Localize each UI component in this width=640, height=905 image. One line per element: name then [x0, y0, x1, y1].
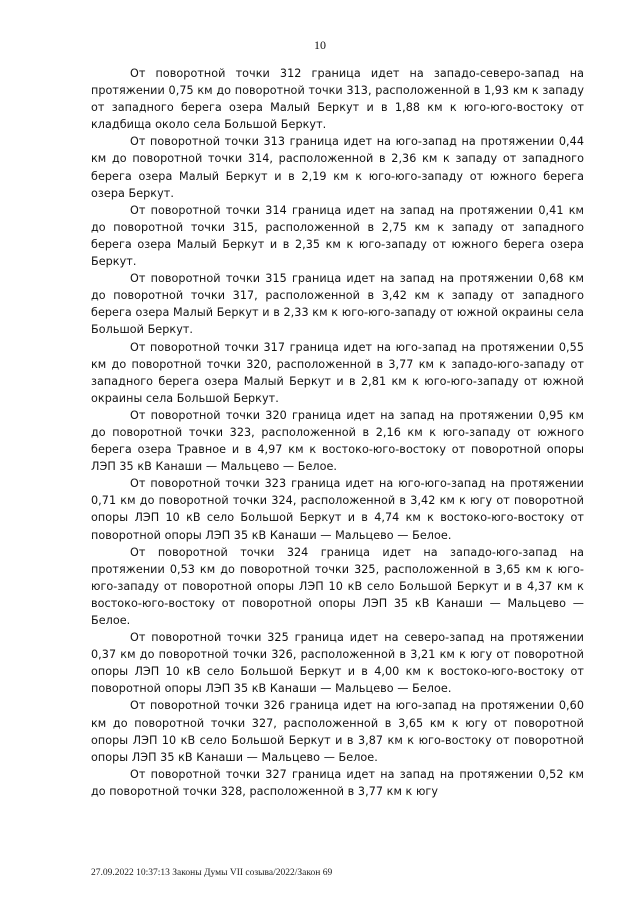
paragraph-10: От поворотной точки 326 граница идет на юго-запад на протяжении 0,60 км до поворотной точки 327, расположенной в 3,65 км к югу от поворотной опоры ЛЭП 10 кВ село Большой Беркут и в 3,87 км к юго-востоку от поворотной опоры ЛЭП 35 кВ Канаши — Мальцево — Белое. [91, 699, 584, 764]
paragraph-8: От поворотной точки 324 граница идет на западо-юго-запад на протяжении 0,53 км до поворотной точки 325, расположенной в 3,65 км к юго-юго-западу от поворотной опоры ЛЭП 10 кВ село Большой Беркут и в 4,37 км к востоко-юго-востоку от поворотной опоры ЛЭП 35 кВ Канаши — Мальцево — Белое. [91, 545, 584, 627]
document-footer: 27.09.2022 10:37:13 Законы Думы VII созыва/2022/Закон 69 [91, 868, 333, 878]
paragraph-2: От поворотной точки 313 граница идет на юго-запад на протяжении 0,44 км до поворотной точки 314, расположенной в 2,36 км к западу от западного берега озера Малый Беркут и в 2,19 км к юго-юго-западу от южного берега озера Беркут. [91, 135, 584, 200]
paragraph-11: От поворотной точки 327 граница идет на запад на протяжении 0,52 км до поворотной точки 328, расположенной в 3,77 км к югу [91, 767, 584, 798]
paragraph-7: От поворотной точки 323 граница идет на юго-юго-запад на протяжении 0,71 км до поворотной точки 324, расположенной в 3,42 км к югу от поворотной опоры ЛЭП 10 кВ село Большой Беркут и в 4,74 км к востоко-юго-востоку от поворотной опоры ЛЭП 35 кВ Канаши — Мальцево — Белое. [91, 477, 584, 542]
paragraph-6: От поворотной точки 320 граница идет на запад на протяжении 0,95 км до поворотной точки 323, расположенной в 2,16 км к юго-западу от южного берега озера Травное и в 4,97 км к востоко-юго-востоку от поворотной опоры ЛЭП 35 кВ Канаши — Мальцево — Белое. [91, 408, 584, 474]
paragraph-3: От поворотной точки 314 граница идет на запад на протяжении 0,41 км до поворотной точки 315, расположенной в 2,75 км к западу от западного берега озера Малый Беркут и в 2,35 км к юго-западу от южного берега озера Беркут. [91, 203, 584, 269]
paragraph-1: От поворотной точки 312 граница идет на западо-северо-запад на протяжении 0,75 км до поворотной точки 313, расположенной в 1,93 км к западу от западного берега озера Малый Беркут и в 1,88 км к юго-юго-востоку от кладбища около села Большой Беркут. [91, 67, 584, 132]
document-body [91, 65, 584, 800]
paragraph-5: От поворотной точки 317 граница идет на юго-запад на протяжении 0,55 км до поворотной точки 320, расположенной в 3,77 км к западо-юго-западу от западного берега озера Малый Беркут и в 2,81 км к юго-юго-западу от южной окраины села Большой Беркут. [91, 340, 584, 405]
paragraph-4: От поворотной точки 315 граница идет на запад на протяжении 0,68 км до поворотной точки 317, расположенной в 3,42 км к западу от западного берега озера Малый Беркут и в 2,33 км к юго-юго-западу от южной окраины села Большой Беркут. [91, 272, 584, 337]
paragraph-9: От поворотной точки 325 граница идет на северо-запад на протяжении 0,37 км до поворотной точки 326, расположенной в 3,21 км к югу от поворотной опоры ЛЭП 10 кВ село Большой Беркут и в 4,00 км к востоко-юго-востоку от поворотной опоры ЛЭП 35 кВ Канаши — Мальцево — Белое. [91, 631, 584, 696]
page-number: 10 [314, 38, 326, 52]
